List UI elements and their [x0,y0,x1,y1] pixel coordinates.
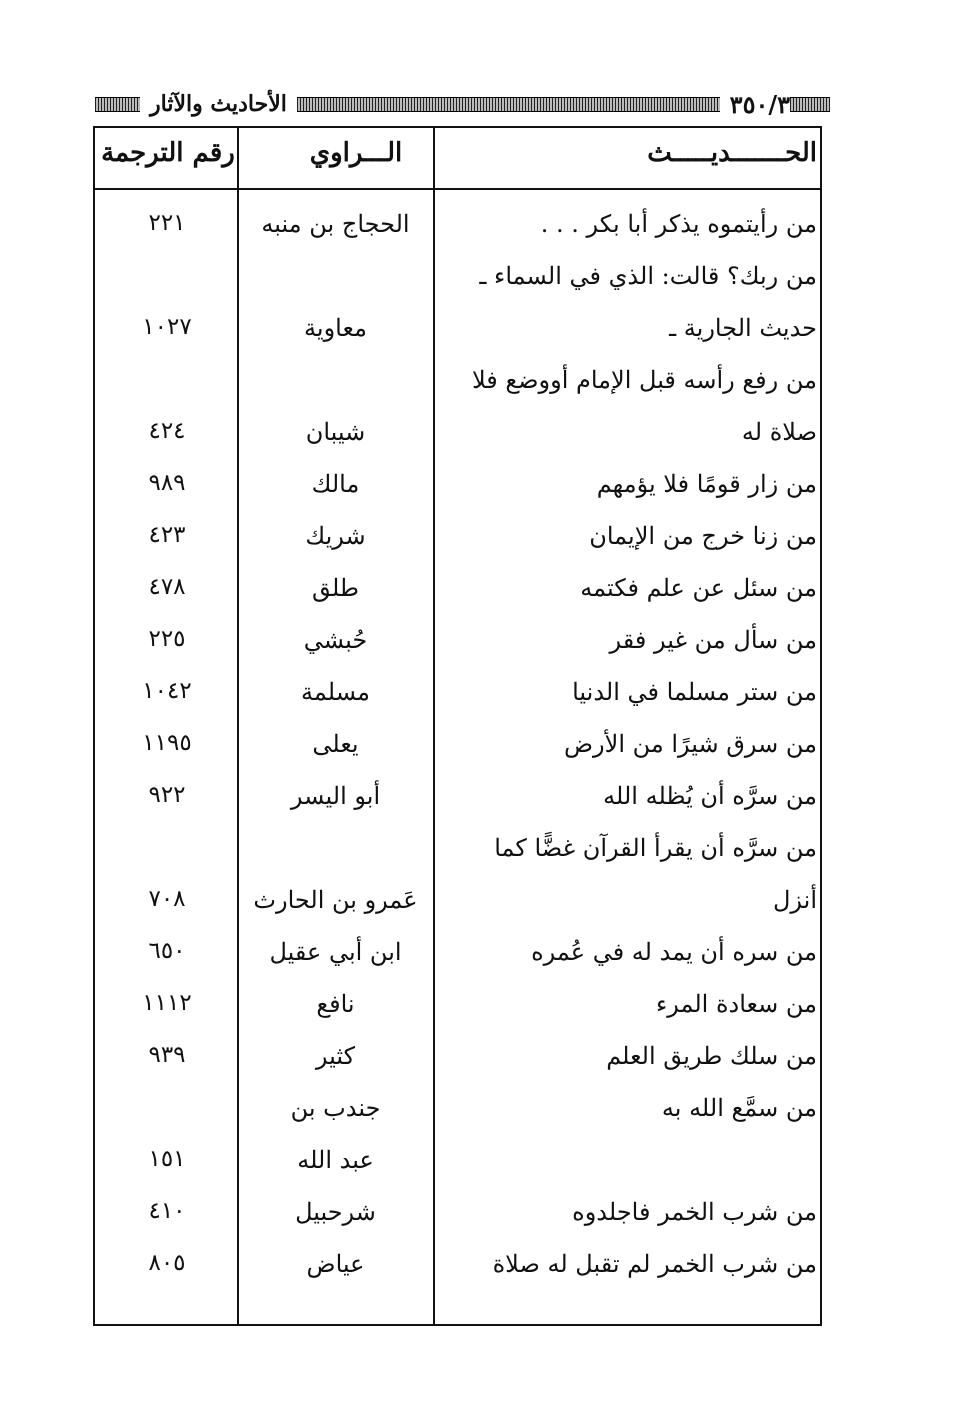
column-header-tarjama: رقم الترجمة [101,138,235,168]
biography-number: ٦٥٠ [148,938,186,964]
header-ornament-bar [95,97,140,112]
biography-number: ٢٢٥ [148,626,186,652]
narrator-name: نافع [316,990,355,1018]
hadith-text: من شرب الخمر لم تقبل له صلاة [492,1250,817,1278]
biography-number: ١١١٢ [142,990,192,1016]
biography-number: ٩٨٩ [148,470,186,496]
biography-number: ٤٢٤ [148,418,186,444]
column-header-rawi: الـــراوي [309,138,403,168]
narrator-name: جندب بن [290,1094,381,1122]
narrator-name: حُبشي [303,626,368,654]
hadith-text: من سئل عن علم فكتمه [580,574,817,602]
biography-number: ٨٠٥ [148,1250,186,1276]
narrator-name: شرحبيل [295,1198,376,1226]
hadith-text: صلاة له [741,418,817,446]
biography-number: ١٠٤٢ [142,678,192,704]
hadith-text: من سأل من غير فقر [609,626,817,654]
column-divider [433,128,435,1324]
biography-number: ٧٠٨ [148,886,186,912]
narrator-name: شريك [305,522,366,550]
narrator-name: عَمرو بن الحارث [253,886,418,914]
narrator-name: يعلى [312,730,359,758]
narrator-name: شيبان [305,418,366,446]
hadith-text: من سره أن يمد له في عُمره [531,938,817,966]
narrator-name: طلق [311,574,360,602]
hadith-text: حديث الجارية ـ [669,314,817,342]
hadith-text: من سرق شيرًا من الأرض [564,730,817,758]
hadith-text: من زار قومًا فلا يؤمهم [596,470,817,498]
header-ornament-bar [297,97,720,112]
narrator-name: كثير [315,1042,356,1070]
column-divider [237,128,239,1324]
hadith-text: من شرب الخمر فاجلدوه [572,1198,817,1226]
narrator-name: أبو اليسر [290,782,381,810]
biography-number: ٩٢٢ [148,782,186,808]
hadith-text: من سمَّع الله به [661,1094,817,1122]
narrator-name: عياض [306,1250,365,1278]
hadith-text: من سرَّه أن يقرأ القرآن غضًّا كما [494,834,817,862]
hadith-text: من ستر مسلما في الدنيا [572,678,817,706]
hadith-text: أنزل [772,886,817,914]
hadith-text: من سعادة المرء [655,990,817,1018]
hadith-text: من رأيتموه يذكر أبا بكر . . . [540,210,817,238]
biography-number: ٢٢١ [148,210,186,236]
biography-number: ١٠٢٧ [142,314,192,340]
narrator-name: عبد الله [297,1146,374,1174]
hadith-text: من ربك؟ قالت: الذي في السماء ـ [479,262,817,290]
page-number: ٣٥٠/٣ [729,89,790,119]
running-title: الأحاديث والآثار [150,91,287,117]
hadith-text: من زنا خرج من الإيمان [589,522,817,550]
biography-number: ٤٧٨ [148,574,186,600]
running-header [95,90,830,118]
hadith-text: من سرَّه أن يُظله الله [603,782,817,810]
header-rule [95,188,820,190]
hadith-text: من سلك طريق العلم [606,1042,817,1070]
biography-number: ١١٩٥ [142,730,192,756]
biography-number: ١٥١ [148,1146,186,1172]
biography-number: ٤١٠ [148,1198,186,1224]
hadith-text: من رفع رأسه قبل الإمام أووضع فلا [471,366,817,394]
biography-number: ٩٣٩ [148,1042,186,1068]
header-ornament-bar [790,97,830,112]
narrator-name: ابن أبي عقيل [269,938,402,966]
column-header-hadith: الحـــــــديـــــث [647,138,817,168]
narrator-name: مالك [311,470,360,498]
narrator-name: الحجاج بن منبه [261,210,410,238]
biography-number: ٤٢٣ [148,522,186,548]
narrator-name: معاوية [304,314,367,342]
narrator-name: مسلمة [301,678,370,706]
